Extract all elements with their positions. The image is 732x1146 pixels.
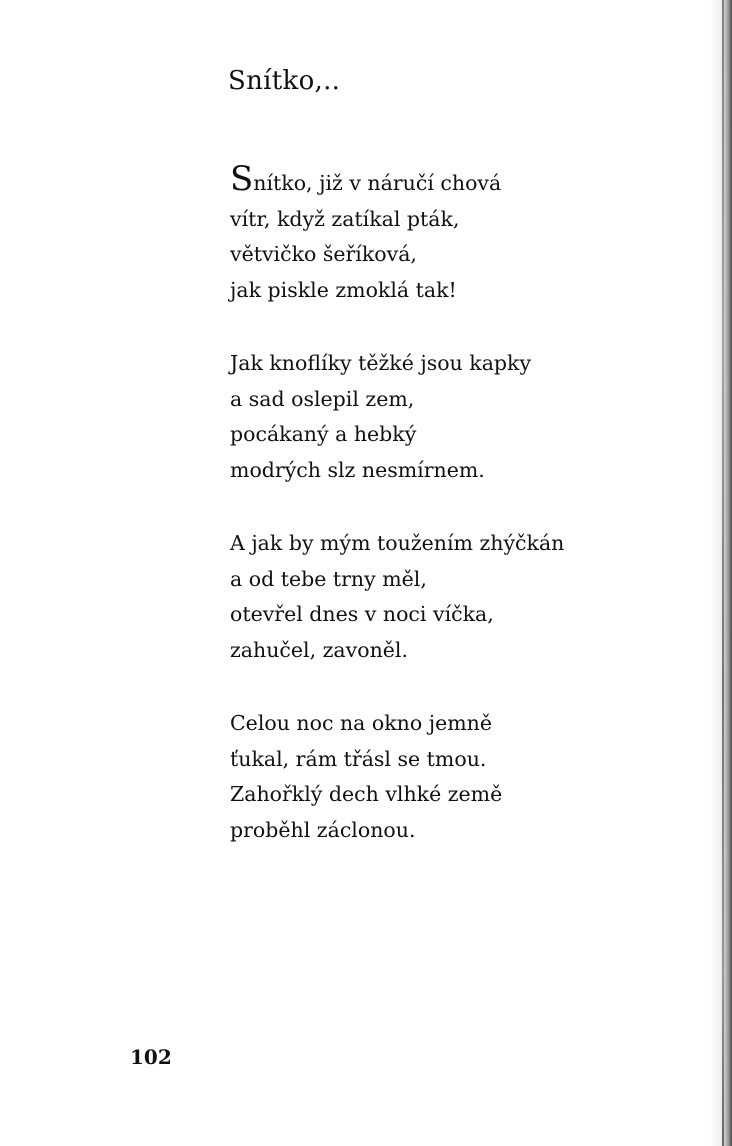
- poem-line: větvičko šeříková,: [230, 242, 417, 266]
- poem-line: modrých slz nesmírnem.: [230, 457, 485, 482]
- stanza-2: [230, 346, 680, 488]
- poem-line: pocákaný a hebký: [230, 422, 417, 446]
- first-line-text: nítko, již v náručí chová: [253, 171, 502, 195]
- poem-title: Snítko,..: [228, 66, 341, 96]
- poem-line: a sad oslepil zem,: [230, 386, 415, 411]
- poem-line: proběhl záclonou.: [230, 817, 416, 842]
- poem-line: zahučel, zavoněl.: [230, 637, 408, 662]
- page-number: 102: [130, 1045, 172, 1069]
- poem-line: Jak knoflíky těžké jsou kapky: [230, 351, 532, 375]
- page-gutter-edge: [722, 0, 724, 1146]
- poem-line: Celou noc na okno jemně: [230, 711, 493, 735]
- poem-line: [230, 159, 680, 202]
- poem-line: a od tebe trny měl,: [230, 566, 427, 591]
- stanza-1: [230, 159, 680, 308]
- poem-line: Zahořklý dech vlhké země: [230, 782, 503, 806]
- drop-cap: S: [230, 159, 254, 199]
- poem-line: jak piskle zmoklá tak!: [230, 277, 457, 302]
- poem-line: A jak by mým toužením zhýčkán: [230, 531, 565, 555]
- stanza-4: [230, 706, 680, 848]
- page-gutter-shadow: [710, 0, 732, 1146]
- poem-line: ťukal, rám třásl se tmou.: [230, 746, 487, 771]
- poem-line: vítr, když zatíkal pták,: [230, 206, 460, 231]
- stanza-3: [230, 526, 680, 668]
- poem-body: [230, 159, 680, 886]
- poem-line: otevřel dnes v noci víčka,: [230, 602, 494, 626]
